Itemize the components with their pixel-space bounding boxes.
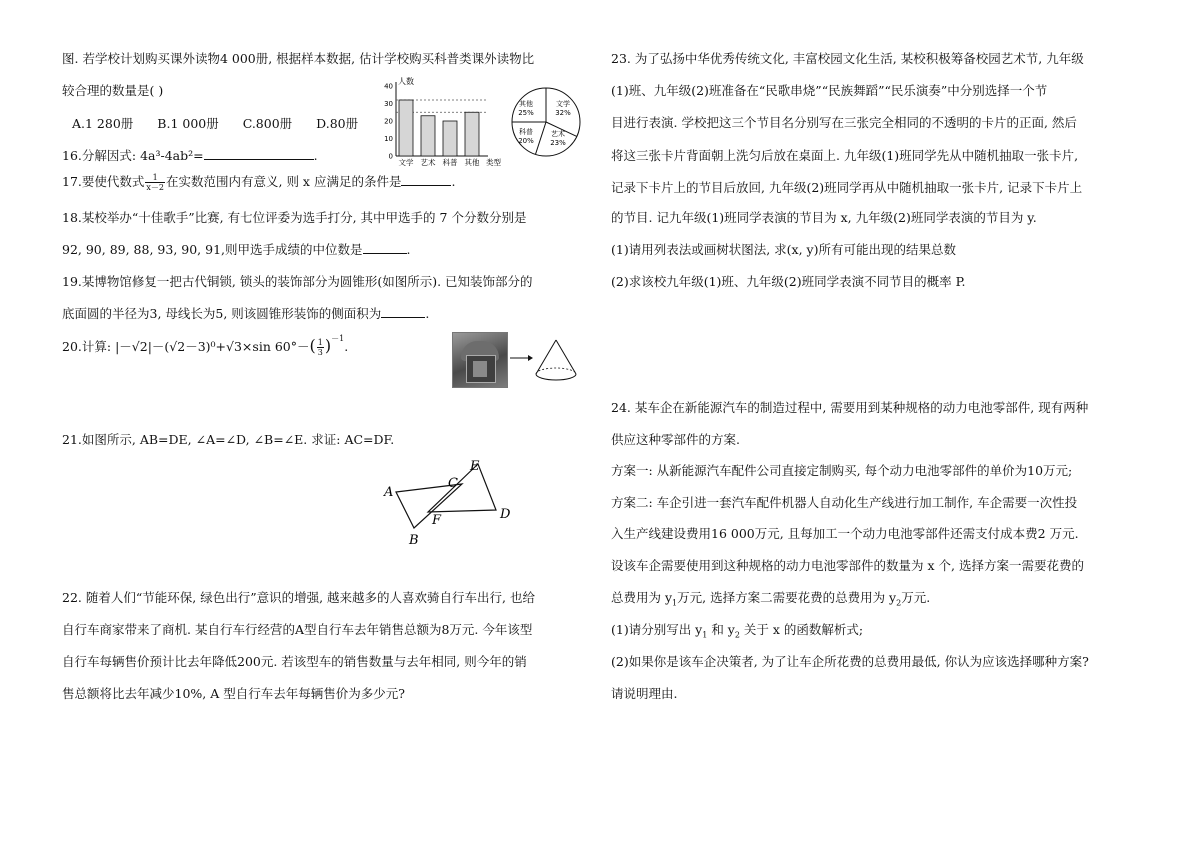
cone-right-edge <box>556 340 576 374</box>
label-b: B <box>409 533 419 548</box>
q18-end: . <box>406 242 411 257</box>
q18-line2 <box>62 240 410 258</box>
q24-line8-a: (1)请分别写出 y <box>611 622 703 637</box>
q24-line5: 入生产线建设费用16 000万元, 且每加工一个动力电池零部件还需支付成本费2 万元. <box>611 526 1079 541</box>
q17-end: . <box>451 174 456 189</box>
x-tick-label: 科普 <box>442 158 458 167</box>
q24-line2: 供应这种零部件的方案. <box>611 432 740 447</box>
cone-base-front <box>536 374 576 380</box>
pie-pct-literature: 32% <box>555 109 571 117</box>
q18-text: 92, 90, 89, 88, 93, 90, 91,则甲选手成绩的中位数是 <box>62 242 363 257</box>
q23-line5: 记录下卡片上的节目后放回, 九年级(2)班同学再从中随机抽取一张卡片, 记录下卡片上 <box>611 180 1083 195</box>
arrow-icon <box>528 355 533 361</box>
pie-label-art: 艺术 <box>551 130 565 138</box>
pie-label-other: 其他 <box>519 100 533 108</box>
option-b: B.1 000册 <box>157 116 219 131</box>
q24-part1 <box>611 620 863 640</box>
q19-line2 <box>62 304 429 322</box>
q24-line10: 请说明理由. <box>611 686 678 701</box>
q23-part2: (2)求该校九年级(1)班、九年级(2)班同学表演不同节目的概率 P. <box>611 274 966 289</box>
frac-den: 3 <box>317 348 323 357</box>
bar <box>399 100 413 156</box>
sub-2: 2 <box>734 630 740 640</box>
triangle-def <box>428 464 496 512</box>
y-tick-label: 10 <box>384 135 393 143</box>
bar-chart <box>368 76 510 168</box>
label-f: F <box>432 513 442 528</box>
frac-den: x－2 <box>146 183 164 192</box>
option-c: C.800册 <box>242 116 293 131</box>
sub-2: 2 <box>896 598 902 608</box>
q23-part1: (1)请用列表法或画树状图法, 求(x, y)所有可能出现的结果总数 <box>611 242 956 257</box>
q16-expr: 4a³-4ab²= <box>140 148 204 163</box>
q23-line2: (1)班、九年级(2)班准备在“民歌串烧”“民族舞蹈”“民乐演奏”中分别选择一个节 <box>611 83 1048 98</box>
fraction <box>145 173 165 192</box>
bar <box>465 112 479 156</box>
q20-end: . <box>344 339 349 354</box>
cone-figure <box>508 336 584 388</box>
q24-line1: 24. 某车企在新能源汽车的制造过程中, 需要用到某种规格的动力电池零部件, 现有两种 <box>611 400 1089 415</box>
q22-line2: 自行车商家带来了商机. 某自行车行经营的A型自行车去年销售总额为8万元. 今年该型 <box>62 622 533 637</box>
q22-line4: 售总额将比去年减少10%, A 型自行车去年每辆售价为多少元? <box>62 686 405 701</box>
y-tick-label: 40 <box>384 82 393 91</box>
q21: 21.如图所示, AB=DE, ∠A=∠D, ∠B=∠E. 求证: AC=DF. <box>62 432 395 447</box>
right-column <box>611 0 1171 849</box>
q16-prefix: 16.分解因式: <box>62 148 141 163</box>
bar <box>443 121 457 156</box>
q17-suffix: 在实数范围内有意义, 则 x 应满足的条件是 <box>166 174 402 189</box>
q22-line3: 自行车每辆售价预计比去年降低200元. 若该型车的销售数量与去年相同, 则今年的销 <box>62 654 527 669</box>
pie-pct-art: 23% <box>550 139 566 147</box>
q24-line8-c: 关于 x 的函数解析式; <box>739 622 864 637</box>
frac-num: 1 <box>317 338 323 347</box>
q23-line4: 将这三张卡片背面朝上洗匀后放在桌面上. 九年级(1)班同学先从中随机抽取一张卡片, <box>611 148 1079 163</box>
q16-end: . <box>313 148 318 163</box>
x-tick-label: 艺术 <box>420 158 436 167</box>
sub-1: 1 <box>672 598 678 608</box>
q24-line7 <box>611 588 930 608</box>
q24-part2: (2)如果你是该车企决策者, 为了让车企所花费的总费用最低, 你认为应该选择哪种方案? <box>611 654 1089 669</box>
q23-line1: 23. 为了弘扬中华优秀传统文化, 丰富校园文化生活, 某校积极筹备校园艺术节, 九年级 <box>611 51 1084 66</box>
bar-chart-xlabel: 类型 <box>486 158 501 167</box>
pie-label-literature: 文学 <box>556 100 570 108</box>
q15-line2: 较合理的数量是( ) <box>62 83 164 98</box>
q23-line6: 的节目. 记九年级(1)班同学表演的节目为 x, 九年级(2)班同学表演的节目为 y. <box>611 210 1037 225</box>
option-d: D.80册 <box>316 116 359 131</box>
q24-plan1: 方案一: 从新能源汽车配件公司直接定制购买, 每个动力电池零部件的单价为10万元; <box>611 463 1073 478</box>
answer-blank <box>363 243 407 254</box>
q16 <box>62 146 318 164</box>
answer-blank <box>401 175 451 186</box>
q20-text: 20.计算: |－√2|－(√2－3)⁰+√3×sin 60°－ <box>62 339 310 354</box>
q19-text: 底面圆的半径为3, 母线长为5, 则该圆锥形装饰的侧面积为 <box>62 306 382 321</box>
pie-pct-other: 25% <box>518 109 534 117</box>
q23-line3: 目进行表演. 学校把这三个节目名分别写在三张完全相同的不透明的卡片的正面, 然后 <box>611 115 1077 130</box>
fraction <box>317 338 324 357</box>
answer-blank <box>204 149 314 160</box>
label-d: D <box>500 507 511 522</box>
q24-line7-a: 总费用为 y <box>611 590 673 605</box>
label-c: C <box>448 476 458 491</box>
label-e: E <box>470 459 480 474</box>
x-tick-label: 文学 <box>398 158 414 167</box>
q24-line6: 设该车企需要使用到这种规格的动力电池零部件的数量为 x 个, 选择方案一需要花费的 <box>611 558 1084 573</box>
y-tick-label: 0 <box>388 152 393 161</box>
bar-chart-ylabel: 人数 <box>398 77 414 86</box>
q15-options <box>72 114 378 132</box>
exponent: －1 <box>331 334 345 343</box>
triangles-figure <box>378 456 518 548</box>
q24-line8-b: 和 y <box>707 622 735 637</box>
option-a: A.1 280册 <box>72 116 134 131</box>
pie-pct-science: 20% <box>518 137 534 145</box>
q20: 20.计算: |－√2|－(√2－3)⁰+√3×sin 60°－( $\frac{1}{3}$ )$^{-1}$. <box>62 334 349 357</box>
q22-line1: 22. 随着人们“节能环保, 绿色出行”意识的增强, 越来越多的人喜欢骑自行车出行, 也给 <box>62 590 535 605</box>
pie-chart <box>508 84 584 160</box>
pie-label-science: 科普 <box>519 128 533 136</box>
frac-num: 1 <box>145 173 165 183</box>
q19-end: . <box>425 306 430 321</box>
bar <box>421 116 435 156</box>
q24-line7-b: 万元, 选择方案二需要花费的总费用为 y <box>677 590 897 605</box>
label-a: A <box>384 485 394 500</box>
q19-line1: 19.某博物馆修复一把古代铜锁, 锁头的装饰部分为圆锥形(如图所示). 已知装饰部分的 <box>62 274 533 289</box>
q18-line1: 18.某校举办“十佳歌手”比赛, 有七位评委为选手打分, 其中甲选手的 7 个分数分别是 <box>62 210 527 225</box>
q17 <box>62 172 455 192</box>
lock-photo <box>452 332 508 388</box>
q24-plan2: 方案二: 车企引进一套汽车配件机器人自动化生产线进行加工制作, 车企需要一次性投 <box>611 495 1078 510</box>
y-tick-label: 30 <box>384 100 393 108</box>
q24-line7-c: 万元. <box>901 590 931 605</box>
q17-prefix: 17.要使代数式 <box>62 174 145 189</box>
q15-line1: 图. 若学校计划购买课外读物4 000册, 根据样本数据, 估计学校购买科普类课外读物比 <box>62 51 535 66</box>
x-tick-label: 其他 <box>464 158 480 167</box>
sub-1: 1 <box>702 630 708 640</box>
answer-blank <box>381 307 425 318</box>
cone-base-back <box>536 368 576 374</box>
y-tick-label: 20 <box>384 117 393 126</box>
